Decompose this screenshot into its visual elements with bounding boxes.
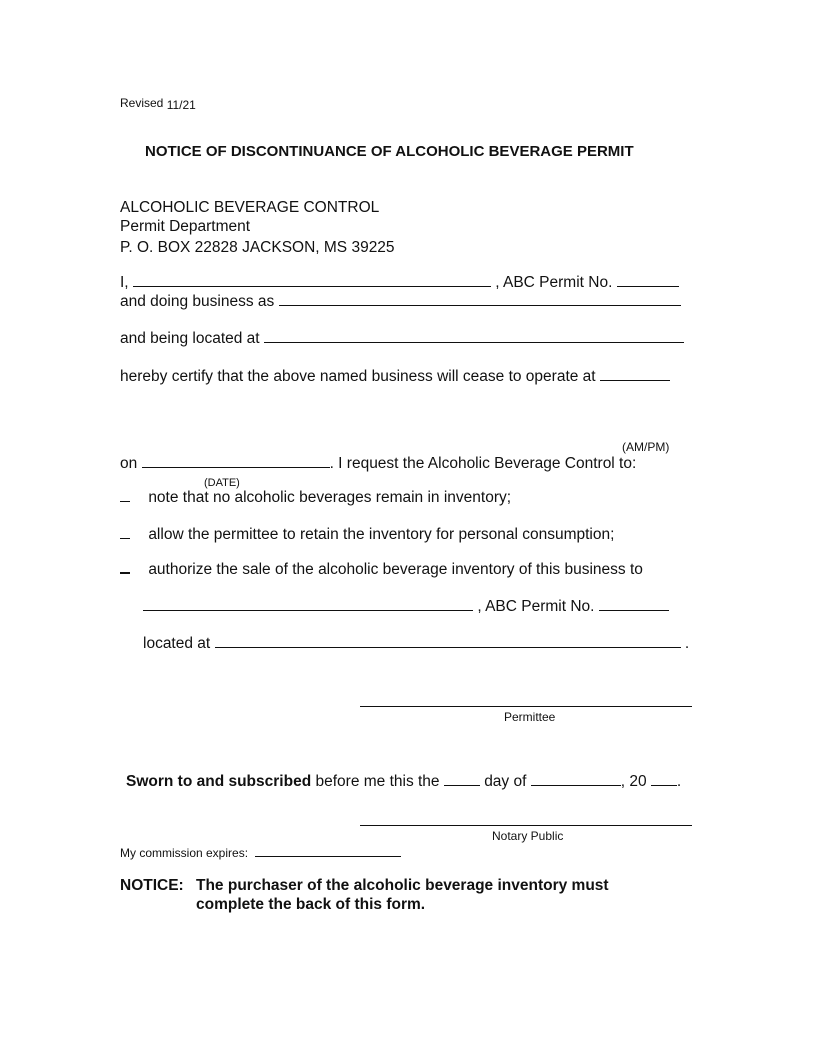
certify-row bbox=[120, 368, 670, 386]
day-of-label: day of bbox=[484, 773, 527, 790]
cease-date-field[interactable] bbox=[142, 466, 330, 468]
sworn-period: . bbox=[676, 773, 682, 790]
dba-label: and doing business as bbox=[120, 293, 275, 310]
sworn-year-field[interactable] bbox=[651, 784, 677, 786]
option-1 bbox=[120, 489, 511, 507]
abc-permit-label: , ABC Permit No. bbox=[495, 274, 613, 291]
option-2 bbox=[120, 526, 614, 544]
sworn-text: before me this the bbox=[315, 773, 440, 790]
option-3-label: authorize the sale of the alcoholic beverage inventory of this business to bbox=[148, 561, 643, 578]
certify-text: hereby certify that the above named business will cease to operate at bbox=[120, 368, 596, 385]
buyer-abc-permit-label: , ABC Permit No. bbox=[477, 598, 595, 615]
commission-label: My commission expires: bbox=[120, 846, 249, 860]
page-title: NOTICE OF DISCONTINUANCE OF ALCOHOLIC BEVERAGE PERMIT bbox=[145, 143, 634, 160]
request-text: . I request the Alcoholic Beverage Control to: bbox=[329, 455, 637, 472]
ampm-hint: (AM/PM) bbox=[622, 440, 670, 454]
notice-line-1: The purchaser of the alcoholic beverage inventory must bbox=[196, 877, 609, 894]
option-1-label: note that no alcoholic beverages remain in inventory; bbox=[148, 489, 512, 506]
permittee-name-field[interactable] bbox=[133, 285, 491, 287]
location-label: and being located at bbox=[120, 330, 260, 347]
option-3 bbox=[120, 561, 643, 579]
revised-date: 11/21 bbox=[166, 98, 196, 112]
year-prefix: , 20 bbox=[620, 773, 647, 790]
buyer-location-period: . bbox=[684, 635, 690, 652]
option-2-label: allow the permittee to retain the inventory for personal consumption; bbox=[148, 526, 615, 543]
address-line-2: Permit Department bbox=[120, 218, 251, 235]
abc-permit-number-field[interactable] bbox=[617, 285, 679, 287]
buyer-row bbox=[143, 598, 669, 616]
buyer-location-row bbox=[143, 635, 689, 653]
buyer-location-field[interactable] bbox=[215, 646, 681, 648]
address-line-3: P. O. BOX 22828 JACKSON, MS 39225 bbox=[120, 239, 395, 256]
i-prefix: I, bbox=[120, 274, 129, 291]
dba-field[interactable] bbox=[279, 304, 681, 306]
permittee-name-row bbox=[120, 274, 679, 292]
notice-label: NOTICE: bbox=[120, 877, 184, 894]
location-row bbox=[120, 330, 684, 348]
location-field[interactable] bbox=[264, 341, 684, 343]
option-1-checkbox[interactable] bbox=[120, 501, 130, 502]
buyer-abc-permit-field[interactable] bbox=[599, 609, 669, 611]
cease-time-field[interactable] bbox=[600, 379, 670, 381]
option-2-checkbox[interactable] bbox=[120, 538, 130, 539]
sworn-month-field[interactable] bbox=[531, 784, 621, 786]
buyer-name-field[interactable] bbox=[143, 609, 473, 611]
sworn-bold-text: Sworn to and subscribed bbox=[126, 773, 312, 790]
commission-row bbox=[120, 846, 401, 860]
date-hint: (DATE) bbox=[204, 477, 240, 489]
notary-label: Notary Public bbox=[492, 829, 564, 843]
commission-expires-field[interactable] bbox=[255, 855, 401, 857]
sworn-day-field[interactable] bbox=[444, 784, 480, 786]
on-label: on bbox=[120, 455, 138, 472]
option-3-checkbox[interactable] bbox=[120, 572, 130, 574]
notary-signature-line[interactable] bbox=[360, 825, 692, 826]
address-line-1: ALCOHOLIC BEVERAGE CONTROL bbox=[120, 199, 380, 216]
permittee-label: Permittee bbox=[504, 710, 556, 724]
notice-line-2: complete the back of this form. bbox=[196, 896, 426, 913]
dba-row bbox=[120, 293, 681, 311]
revised-label: Revised 11/21 bbox=[120, 96, 196, 112]
permittee-signature-line[interactable] bbox=[360, 706, 692, 707]
sworn-row bbox=[126, 773, 681, 791]
buyer-location-label: located at bbox=[143, 635, 211, 652]
date-row bbox=[120, 455, 636, 473]
